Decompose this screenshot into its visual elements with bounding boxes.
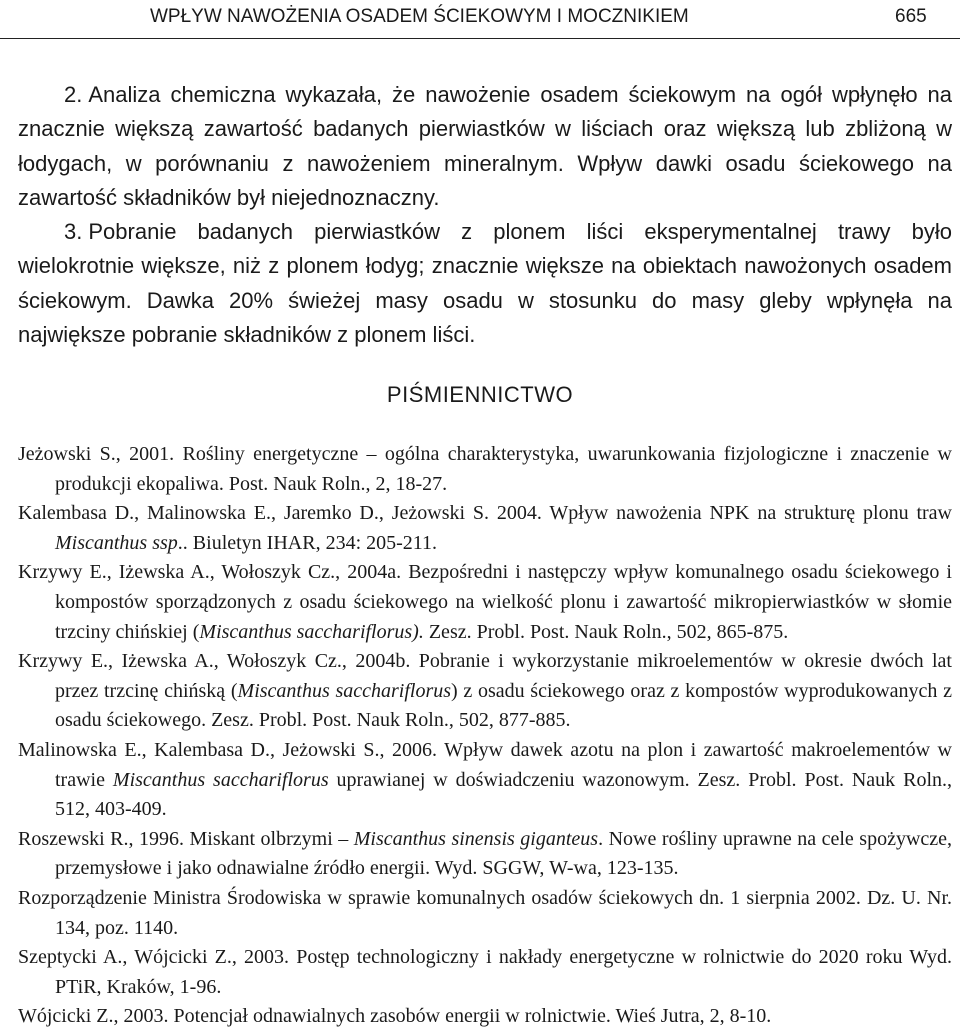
reference-entry	[18, 884, 952, 943]
reference-authors: Krzywy E., Iżewska A., Wołoszyk Cz., 2004b.	[18, 650, 411, 673]
reference-authors: Krzywy E., Iżewska A., Wołoszyk Cz., 2004a.	[18, 561, 402, 584]
reference-italic: Miscanthus sacchariflorus	[237, 679, 452, 702]
reference-text: Wpływ nawożenia NPK na strukturę plonu traw	[541, 502, 952, 525]
reference-entry	[18, 736, 952, 825]
reference-text: Postęp technologiczny i nakłady energetyczne w rolnictwie do 2020 roku Wyd. PTiR, Kraków, 1-96.	[55, 946, 952, 998]
conclusion-number: 3.	[64, 219, 83, 245]
reference-authors: Jeżowski S., 2001.	[18, 443, 175, 465]
conclusions-section	[18, 78, 952, 352]
running-title: WPŁYW NAWOŻENIA OSADEM ŚCIEKOWYM I MOCZNIKIEM	[150, 6, 689, 27]
reference-italic: Miscanthus sacchariflorus	[112, 768, 329, 791]
reference-entry	[18, 558, 952, 647]
reference-entry	[18, 943, 952, 1002]
conclusion-paragraph	[18, 215, 952, 352]
reference-entry	[18, 499, 952, 558]
reference-text: uprawianej w doświadczeniu wazonowym. Zesz. Probl. Post. Nauk Roln., 512, 403-409.	[55, 768, 953, 821]
reference-text: Wpływ dawek azotu na plon i zawartość makroelementów w trawie	[55, 738, 952, 791]
reference-entry	[18, 647, 952, 736]
page-number: 665	[895, 6, 927, 27]
bibliography-heading: PIŚMIENNICTWO	[386, 382, 574, 407]
reference-authors: Wójcicki Z., 2003.	[18, 1005, 169, 1028]
reference-authors: Rozporządzenie Ministra Środowiska w sprawie komunalnych osadów ściekowych dn. 1 sierpnia 2002. Dz. U. Nr. 134, poz. 1140.	[18, 886, 952, 939]
reference-text: Potencjał odnawialnych zasobów energii w rolnictwie. Wieś Jutra, 2, 8-10.	[168, 1005, 772, 1028]
reference-text: Miskant olbrzymi –	[184, 827, 354, 850]
reference-text: Rośliny energetyczne – ogólna charakterystyka, uwarunkowania fizjologiczne i znaczenie w produkcji ekopaliwa. Post. Nauk Roln., 2, 18-27.	[55, 443, 952, 495]
conclusion-text: Pobranie badanych pierwiastków z plonem liści eksperymentalnej trawy było wielokrotnie większe, niż z plonem łodyg; znacznie większe na obiektach nawożonych osadem ściekowym. Dawka 20% świeżej masy osadu w stosunku do masy gleby wpłynęła na największe pobranie składników z plonem liści.	[18, 219, 952, 348]
reference-text: . Nowe rośliny uprawne na cele spożywcze, przemysłowe i jako odnawialne źródło energii. Wyd. SGGW, W-wa, 123-135.	[55, 827, 953, 880]
reference-authors: Szeptycki A., Wójcicki Z., 2003.	[18, 946, 290, 969]
reference-italic: Miscanthus sinensis giganteus	[353, 827, 599, 850]
reference-italic: Miscanthus ssp	[55, 531, 178, 554]
conclusion-text: Analiza chemiczna wykazała, że nawożenie osadem ściekowym na ogół wpłynęło na znacznie większą zawartość badanych pierwiastków w liściach oraz większą lub zbliżoną w łodygach, w porównaniu z nawożeniem mineralnym. Wpływ dawki osadu ściekowego na zawartość składników był niejednoznaczny.	[18, 82, 952, 210]
reference-text: Bezpośredni i następczy wpływ komunalnego osadu ściekowego i kompostów sporządzonych z osadu ściekowego na wielkość plonu i zawartość mikropierwiastków w słomie trzciny chińskiej (	[55, 561, 952, 643]
running-header	[0, 0, 960, 39]
reference-entry	[18, 825, 952, 884]
conclusion-number: 2.	[64, 82, 83, 107]
conclusion-paragraph	[18, 78, 952, 215]
reference-text: ) z osadu ściekowego oraz z kompostów wyprodukowanych z osadu ściekowego. Zesz. Probl. Post. Nauk Roln., 502, 877-885.	[55, 679, 952, 732]
reference-entry	[18, 1002, 952, 1032]
reference-text: Pobranie i wykorzystanie mikroelementów w okresie dwóch lat przez trzcinę chińską (	[55, 650, 952, 702]
reference-text: Zesz. Probl. Post. Nauk Roln., 502, 865-875.	[423, 620, 789, 643]
reference-authors: Malinowska E., Kalembasa D., Jeżowski S., 2006.	[18, 738, 437, 761]
reference-list	[18, 440, 952, 1032]
reference-authors: Roszewski R., 1996.	[18, 827, 184, 850]
reference-entry	[18, 440, 952, 499]
reference-text: .. Biuletyn IHAR, 234: 205-211.	[177, 531, 438, 554]
reference-italic: Miscanthus sacchariflorus).	[199, 620, 424, 643]
reference-authors: Kalembasa D., Malinowska E., Jaremko D., Jeżowski S. 2004.	[18, 502, 542, 525]
